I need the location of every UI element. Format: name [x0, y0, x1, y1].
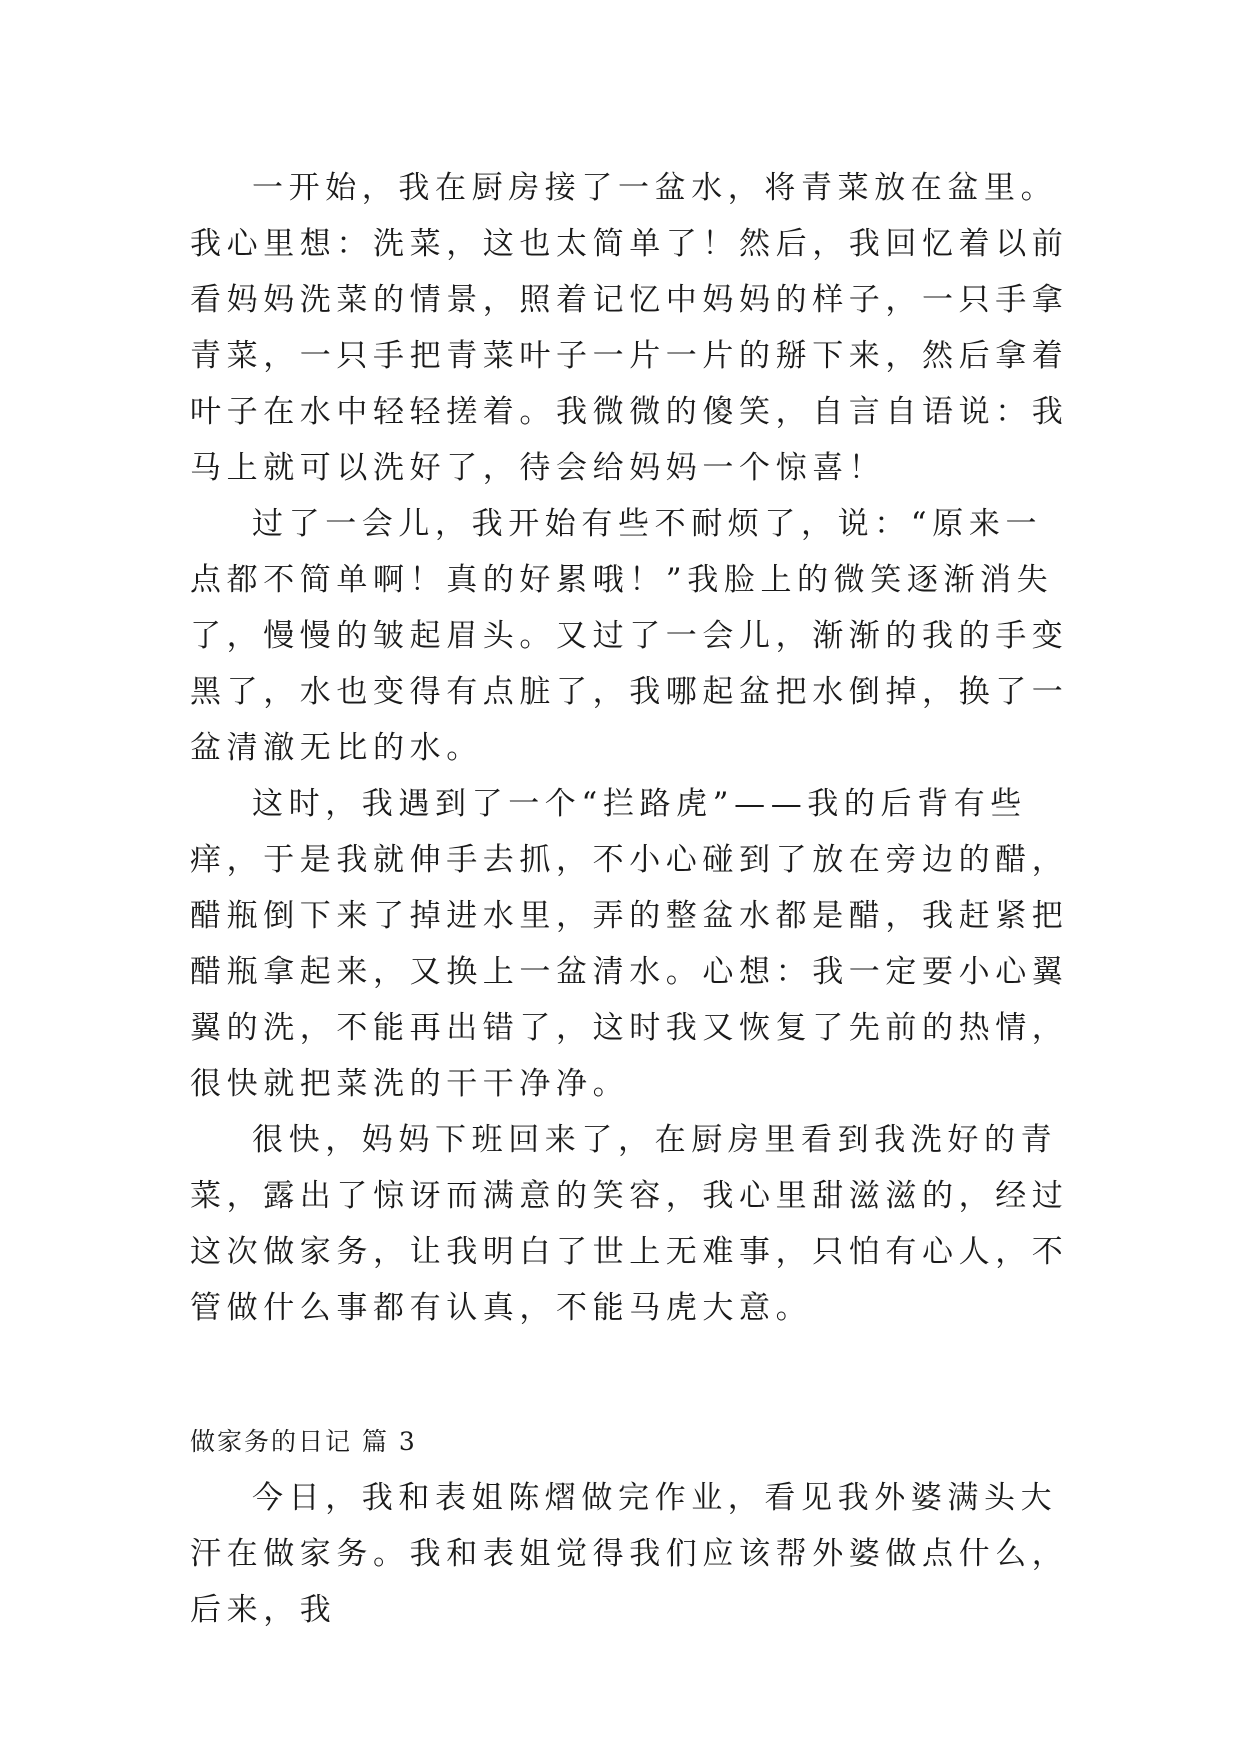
paragraph: 很快，妈妈下班回来了，在厨房里看到我洗好的青菜，露出了惊讶而满意的笑容，我心里甜滋滋的，经过这次做家务，让我明白了世上无难事，只怕有心人，不管做什么事都有认真，不能马虎大意。	[190, 1122, 1069, 1326]
paragraph: 这时，我遇到了一个“拦路虎”——我的后背有些痒，于是我就伸手去抓，不小心碰到了放在旁边的醋，醋瓶倒下来了掉进水里，弄的整盆水都是醋，我赶紧把醋瓶拿起来，又换上一盆清水。心想：我一定要小心翼翼的洗，不能再出错了，这时我又恢复了先前的热情，很快就把菜洗的干干净净。	[190, 786, 1069, 1102]
paragraph: 过了一会儿，我开始有些不耐烦了，说：“原来一点都不简单啊！真的好累哦！”我脸上的微笑逐渐消失了，慢慢的皱起眉头。又过了一会儿，渐渐的我的手变黑了，水也变得有点脏了，我哪起盆把水倒掉，换了一盆清澈无比的水。	[190, 506, 1069, 766]
document-body	[190, 160, 1070, 1638]
section-heading: 做家务的日记 篇 3	[190, 1427, 417, 1456]
paragraph: 今日，我和表姐陈熠做完作业，看见我外婆满头大汗在做家务。我和表姐觉得我们应该帮外婆做点什么，后来，我	[190, 1480, 1069, 1628]
paragraph: 一开始，我在厨房接了一盆水，将青菜放在盆里。我心里想：洗菜，这也太简单了！然后，我回忆着以前看妈妈洗菜的情景，照着记忆中妈妈的样子，一只手拿青菜，一只手把青菜叶子一片一片的掰下来，然后拿着叶子在水中轻轻搓着。我微微的傻笑，自言自语说：我马上就可以洗好了，待会给妈妈一个惊喜！	[190, 170, 1069, 486]
